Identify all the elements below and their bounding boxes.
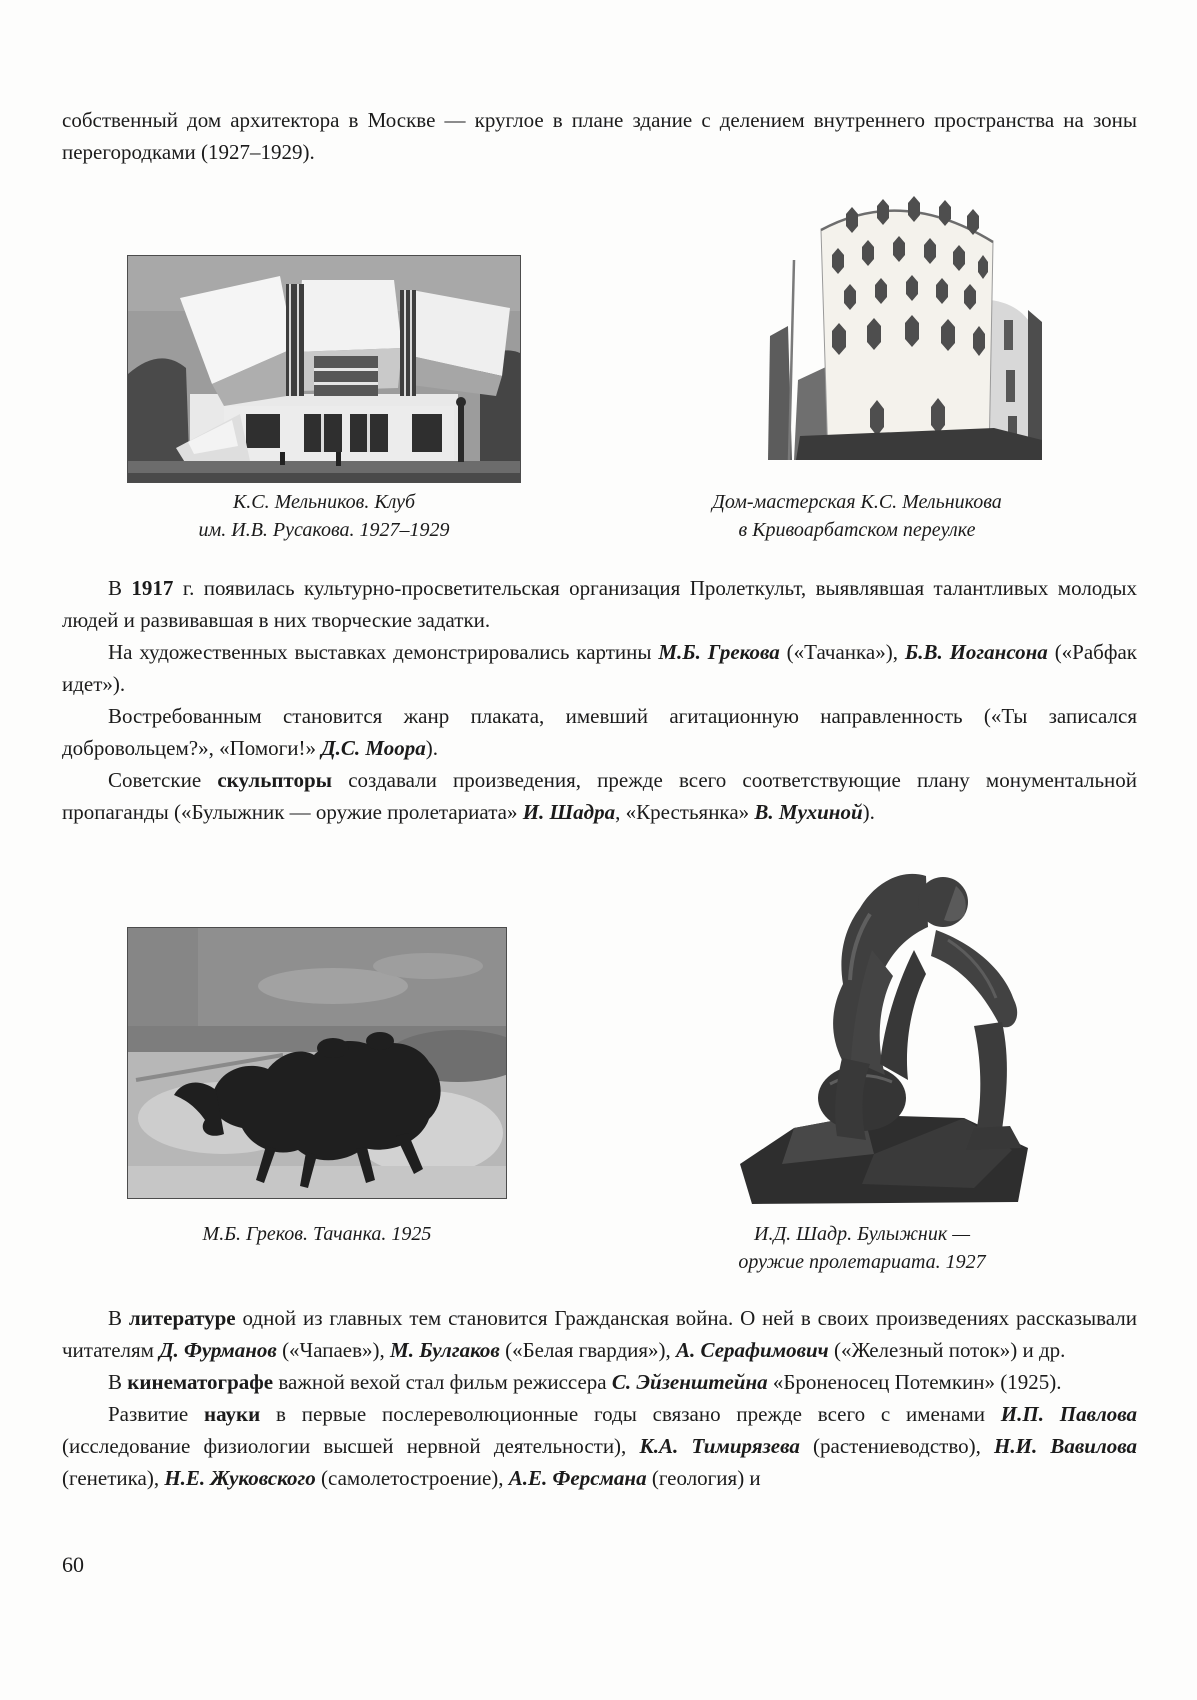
- figure-image-rusakov-club: [128, 256, 520, 482]
- page-number: 60: [62, 1552, 84, 1577]
- text-run: науки: [204, 1402, 261, 1426]
- text-run: В: [108, 1306, 129, 1330]
- text-run: С. Эйзенштейна: [611, 1370, 768, 1394]
- text-run: (генетика),: [62, 1466, 165, 1490]
- caption-rusakov-club: [128, 488, 520, 544]
- paragraph: [62, 1398, 1137, 1494]
- text-run: («Чапаев»),: [276, 1338, 391, 1362]
- paragraph: [62, 104, 1137, 168]
- text-run: , «Крестьянка»: [615, 800, 755, 824]
- text-run: ).: [862, 800, 875, 824]
- text-run: Н.И. Вавилова: [994, 1434, 1138, 1458]
- text-run: В. Мухиной: [754, 800, 863, 824]
- text-run: г. появилась культурно-просветительская организация Пролеткульт, выявлявшая талантливых молодых людей и развивавшая в них творческие задатки.: [62, 576, 1137, 632]
- text-run: На художественных выставках демонстрировались картины: [108, 640, 659, 664]
- caption-line: К.С. Мельников. Клуб: [232, 491, 416, 513]
- text-run: М. Булгаков: [390, 1338, 500, 1362]
- text-run: собственный дом архитектора в Москве — круглое в плане здание с делением внутреннего пространства на зоны перегородками (1927–1929).: [62, 108, 1137, 164]
- text-run: (геология) и: [646, 1466, 761, 1490]
- text-run: («Белая гвардия»),: [499, 1338, 677, 1362]
- text-run: (исследование физиологии высшей нервной деятельности),: [62, 1434, 640, 1458]
- text-run: (растениеводство),: [799, 1434, 995, 1458]
- caption-line: им. И.В. Русакова. 1927–1929: [198, 519, 450, 541]
- text-run: А. Серафимович: [676, 1338, 829, 1362]
- caption-line: М.Б. Греков. Тачанка. 1925: [202, 1223, 432, 1245]
- intro-text-block: [62, 104, 1137, 168]
- figure-image-melnikov-house: [742, 168, 1042, 460]
- text-run: одной из главных тем становится Гражданская война. О ней в своих произведениях рассказывали читателям: [62, 1306, 1137, 1362]
- tachanka-illustration: [128, 928, 506, 1198]
- text-run: ).: [425, 736, 438, 760]
- text-run: И.П. Павлова: [1000, 1402, 1137, 1426]
- figure-image-tachanka: [128, 928, 506, 1198]
- text-run: Н.Е. Жуковского: [164, 1466, 316, 1490]
- text-run: М.Б. Грекова: [658, 640, 780, 664]
- caption-line: оружие пролетариата. 1927: [738, 1251, 986, 1273]
- text-run: Востребованным становится жанр плаката, имевший агитационную направленность («Ты записался добровольцем?», «Помоги!»: [62, 704, 1137, 760]
- mid-text-block: [62, 572, 1137, 828]
- figure-image-shadr-sculpture: [712, 832, 1052, 1218]
- paragraph: [62, 1366, 1137, 1398]
- text-run: (самолетостроение),: [315, 1466, 509, 1490]
- paragraph: [62, 572, 1137, 636]
- text-run: В: [108, 576, 132, 600]
- text-run: («Рабфак идет»).: [62, 640, 1137, 696]
- caption-shadr: [662, 1220, 1062, 1276]
- text-run: В: [108, 1370, 128, 1394]
- text-run: создавали произведения, прежде всего соответствующие плану монументальной пропаганды («Булыжник — оружие пролетариата»: [62, 768, 1138, 824]
- text-run: И. Шадра: [522, 800, 616, 824]
- caption-tachanka: [128, 1220, 506, 1248]
- caption-line: И.Д. Шадр. Булыжник —: [754, 1223, 970, 1245]
- text-run: Б.В. Иогансона: [904, 640, 1048, 664]
- text-run: 1917: [131, 576, 174, 600]
- paragraph: [62, 1302, 1137, 1366]
- text-run: («Тачанка»),: [779, 640, 905, 664]
- melnikov-house-illustration: [742, 168, 1042, 460]
- text-run: в первые послереволюционные годы связано прежде всего с именами: [260, 1402, 1001, 1426]
- rusakov-club-illustration: [128, 256, 520, 482]
- text-run: важной вехой стал фильм режиссера: [273, 1370, 612, 1394]
- text-run: Д. Фурманов: [159, 1338, 277, 1362]
- text-run: («Железный поток») и др.: [828, 1338, 1066, 1362]
- text-run: «Броненосец Потемкин» (1925).: [767, 1370, 1062, 1394]
- text-run: скульпторы: [217, 768, 333, 792]
- paragraph: [62, 700, 1137, 764]
- caption-line: Дом-мастерская К.С. Мельникова: [712, 491, 1002, 513]
- bottom-text-block: [62, 1302, 1137, 1494]
- text-run: Развитие: [108, 1402, 204, 1426]
- text-run: А.Е. Ферсмана: [508, 1466, 647, 1490]
- text-run: Советские: [108, 768, 218, 792]
- text-run: кинематографе: [127, 1370, 274, 1394]
- paragraph: [62, 764, 1137, 828]
- caption-line: в Кривоарбатском переулке: [738, 519, 976, 541]
- text-run: К.А. Тимирязева: [639, 1434, 800, 1458]
- shadr-sculpture-illustration: [712, 832, 1052, 1218]
- text-run: литературе: [128, 1306, 236, 1330]
- text-run: Д.С. Моора: [321, 736, 426, 760]
- caption-melnikov-house: [662, 488, 1052, 544]
- paragraph: [62, 636, 1137, 700]
